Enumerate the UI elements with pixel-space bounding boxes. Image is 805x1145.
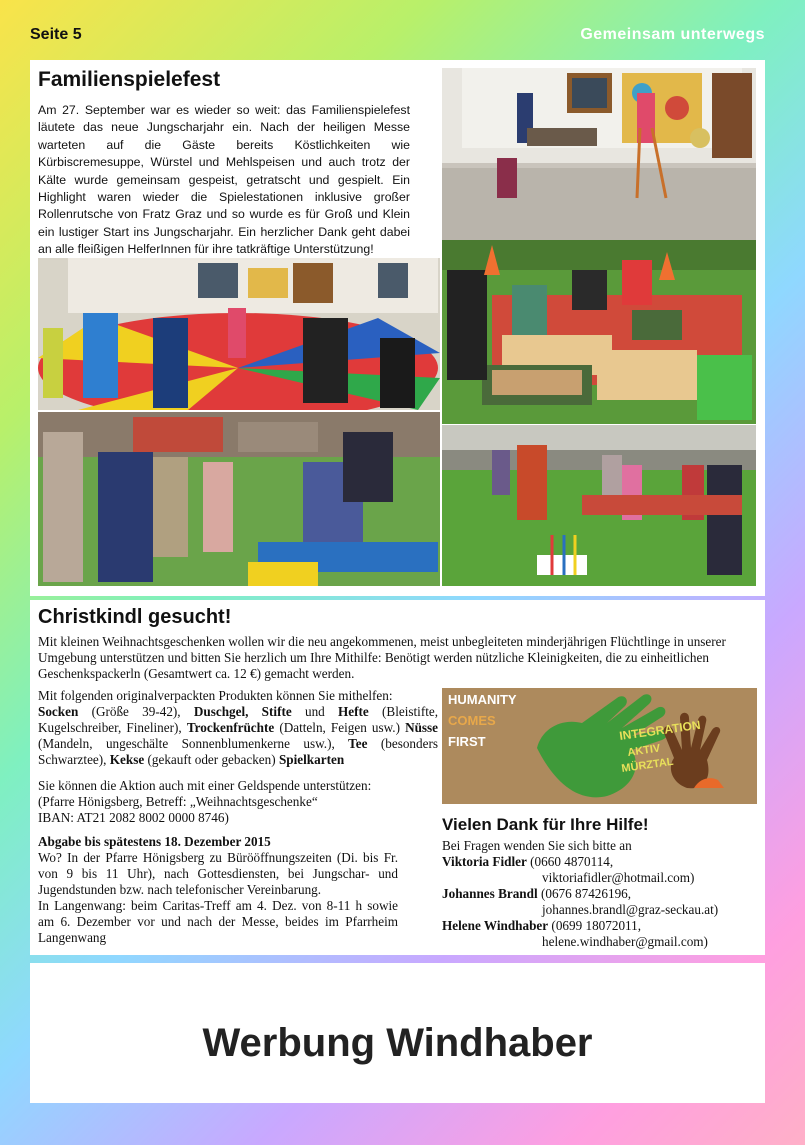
advertisement-box bbox=[30, 963, 765, 1103]
intro-paragraph: Mit kleinen Weihnachtsgeschenken wollen wir die neu angekommenen, meist unbegleiteten minderjährigen Flüchtlinge in unserer Umgebung unterstützen und bitten Sie herzlich um Ihre Mithilfe: Benötigt werden nützliche Kleinigkeiten, die zu einheitlichen Geschenkspackerln (Gesamtwert ca. 12 €) gemacht werden. bbox=[38, 634, 726, 681]
deadline-text: Wo? In der Pfarre Hönigsberg zu Bürööffnungszeiten (Di. bis Fr. von 9 bis 11 Uhr), nach Gottesdiensten, bei Jungschar- und Jugendstunden bzw. nach telefonischer Vereinbarung. bbox=[38, 850, 398, 897]
photo-group-laughing bbox=[38, 412, 440, 586]
integration-logo-image bbox=[442, 688, 757, 804]
contact-email: viktoriafidler@hotmail.com) bbox=[542, 870, 695, 885]
article-title: Christkindl gesucht! bbox=[38, 606, 232, 628]
photo-stilts bbox=[442, 68, 756, 240]
deadline-text: In Langenwang: beim Caritas-Treff am 4. Dez. von 8-11 h sowie am 6. Dezember vor und nach der Messe, beides im Pfarrheim Langenwang bbox=[38, 898, 398, 945]
logo-text: AKTIV bbox=[626, 742, 662, 759]
iban-line: IBAN: AT21 2082 8002 0000 8746) bbox=[38, 810, 229, 825]
product-name: Tee bbox=[348, 736, 368, 751]
products-intro: Mit folgenden originalverpackten Produkten können Sie mithelfen: bbox=[38, 688, 393, 703]
products-paragraph bbox=[38, 688, 438, 768]
contact-phone: (0676 87426196, bbox=[540, 886, 632, 901]
product-name: Nüsse bbox=[405, 720, 439, 735]
photo-play-stations bbox=[442, 425, 756, 586]
section-title: Gemeinsam unterwegs bbox=[580, 26, 765, 43]
contact-name: Helene Windhaber bbox=[442, 918, 549, 933]
product-name: Trockenfrüchte bbox=[186, 720, 275, 735]
product-name: Spielkarten bbox=[278, 752, 345, 767]
advertisement-text: Werbung Windhaber bbox=[202, 1021, 593, 1065]
donation-line: (Pfarre Hönigsberg, Betreff: „Weihnachtsgeschenke“ bbox=[38, 794, 318, 809]
product-name: Hefte bbox=[338, 704, 369, 719]
article-title: Familienspielefest bbox=[38, 68, 221, 91]
donation-line: Sie können die Aktion auch mit einer Geldspende unterstützen: bbox=[38, 778, 372, 793]
article-familienspielefest bbox=[30, 60, 765, 596]
product-detail: (Größe 39-42), bbox=[91, 704, 181, 719]
product-detail: (besonders Schwarztee), bbox=[38, 736, 438, 767]
product-detail: (Mandeln, ungeschälte Sonnenblumenkerne usw.), bbox=[38, 736, 335, 751]
thanks-title: Vielen Dank für Ihre Hilfe! bbox=[442, 815, 649, 834]
contact-intro: Bei Fragen wenden Sie sich bitte an bbox=[442, 838, 632, 853]
contact-email: johannes.brandl@graz-seckau.at) bbox=[542, 902, 719, 917]
donation-paragraph bbox=[38, 778, 438, 826]
contact-email: helene.windhaber@gmail.com) bbox=[542, 934, 708, 949]
product-detail: (gekauft oder gebacken) bbox=[147, 752, 276, 767]
product-detail: und bbox=[304, 704, 325, 719]
contact-name: Johannes Brandl bbox=[442, 886, 538, 901]
photo-parachute bbox=[38, 258, 440, 410]
deadline-paragraph bbox=[38, 834, 398, 946]
article-body: Am 27. September war es wieder so weit: das Familienspielefest läutete das neue Jungscharjahr ein. Nach der heiligen Messe warteten auf die Gäste bereits Köstlichkeiten wie Kürbiscremesuppe, Würstel und Mehlspeisen und auch trotz der Kälte wurde gemeinsam gespeist, getratscht und gespielt. Ein Highlight waren wieder die Spielestationen inklusive großer Rollenrutsche von Fratz Graz und so wurde es für Groß und Klein ein lustiger Start ins Jungscharjahr. Ein herzlicher Dank geht dabei an alle fleißigen HelferInnen für ihre tatkräftige Unterstützung! bbox=[38, 103, 410, 257]
article-christkindl bbox=[30, 600, 765, 955]
logo-text: FIRST bbox=[448, 734, 486, 749]
logo-text: INTEGRATION bbox=[618, 717, 702, 743]
product-detail: (Bleistifte, Kugelschreiber, Fineliner), bbox=[38, 704, 439, 735]
product-detail: (Datteln, Feigen usw.) bbox=[279, 720, 400, 735]
product-name: Duschgel, Stifte bbox=[193, 704, 292, 719]
logo-text: HUMANITY bbox=[448, 692, 517, 707]
logo-text: MÜRZTAL bbox=[620, 755, 675, 775]
product-name: Socken bbox=[38, 704, 79, 719]
contact-phone: (0660 4870114, bbox=[530, 854, 614, 869]
photo-wooden-blocks bbox=[442, 240, 756, 424]
contact-phone: (0699 18072011, bbox=[551, 918, 642, 933]
product-name: Kekse bbox=[109, 752, 145, 767]
contacts-block bbox=[442, 838, 757, 950]
page-number: Seite 5 bbox=[30, 26, 82, 43]
deadline-title: Abgabe bis spätestens 18. Dezember 2015 bbox=[38, 834, 271, 849]
logo-text: COMES bbox=[448, 713, 496, 728]
contact-name: Viktoria Fidler bbox=[442, 854, 527, 869]
